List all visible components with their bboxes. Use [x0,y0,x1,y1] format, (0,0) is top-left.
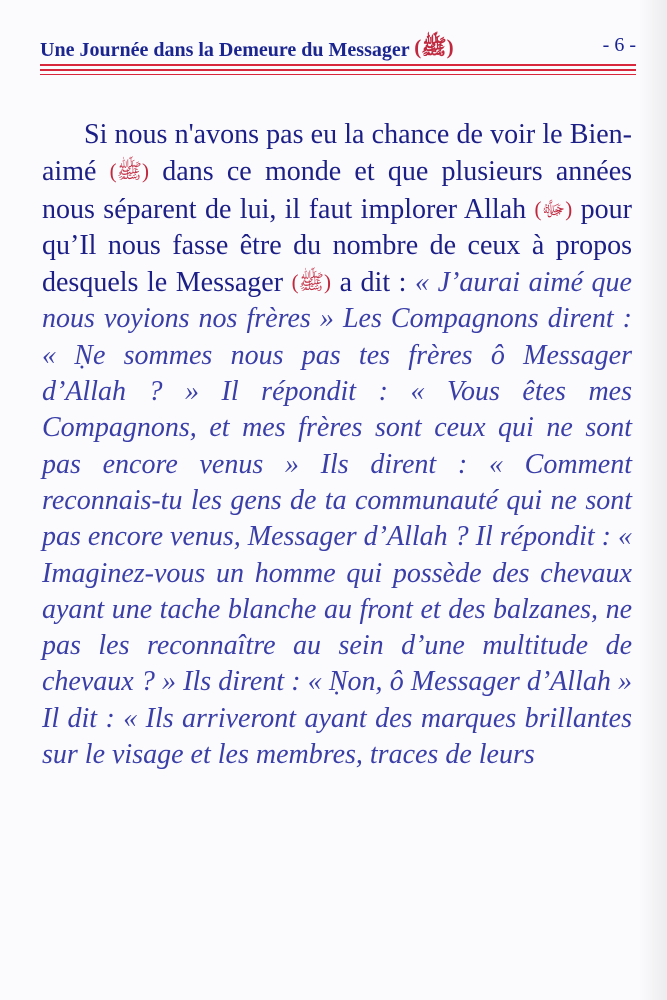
running-header [40,30,636,62]
header-title-text: Une Journée dans la Demeure du Messager [40,39,410,61]
page-number: - 6 - [602,34,636,56]
salutation-icon: (ﷺ) [109,159,150,184]
header-title [40,34,454,65]
salutation-icon: (ﷺ) [291,270,331,295]
main-text [42,117,632,773]
paragraph-text-4: a dit : [339,267,407,299]
header-rule-bottom [40,74,636,75]
header-rule-middle [40,69,636,71]
header-salutation-icon: (ﷺ) [414,35,454,59]
main-paragraph [42,117,632,773]
header-rule-top [40,64,636,66]
paragraph-text-1: Si nous n'avons pas eu la chance de voir le Bien-aimé [42,119,632,188]
page-edge-shadow [639,0,667,1000]
paragraph-text-2: dans ce monde et que plusieurs années nous séparent de lui, il faut implorer Allah [42,156,633,225]
glorification-icon: (ﷻ) [534,196,573,221]
hadith-quote: « J’aurai aimé que nous voyions nos frères » Les Compagnons dirent : « Ṇe sommes nous pas tes frères ô Messager d’Allah ? » Il répondit : « Vous êtes mes Compagnons, et mes frères sont ceux qui ne sont pas encore venus » Ils dirent : « Comment reconnais-tu les gens de ta communauté qui ne sont pas encore venus, Messager d’Allah ? Il répondit : « Imaginez-vous un homme qui possède des chevaux ayant une tache blanche au front et des balzanes, ne pas les reconnaître au sein d’une multitude de chevaux ? » Ils dirent : « Ṇon, ô Messager d’Allah » Il dit : « Ils arriveront ayant des marques brillantes sur le visage et les membres, traces de leurs [42,267,632,771]
paragraph-text-3: pour qu’Il nous fasse être du nombre de ceux à propos desquels le Messager [42,193,632,299]
